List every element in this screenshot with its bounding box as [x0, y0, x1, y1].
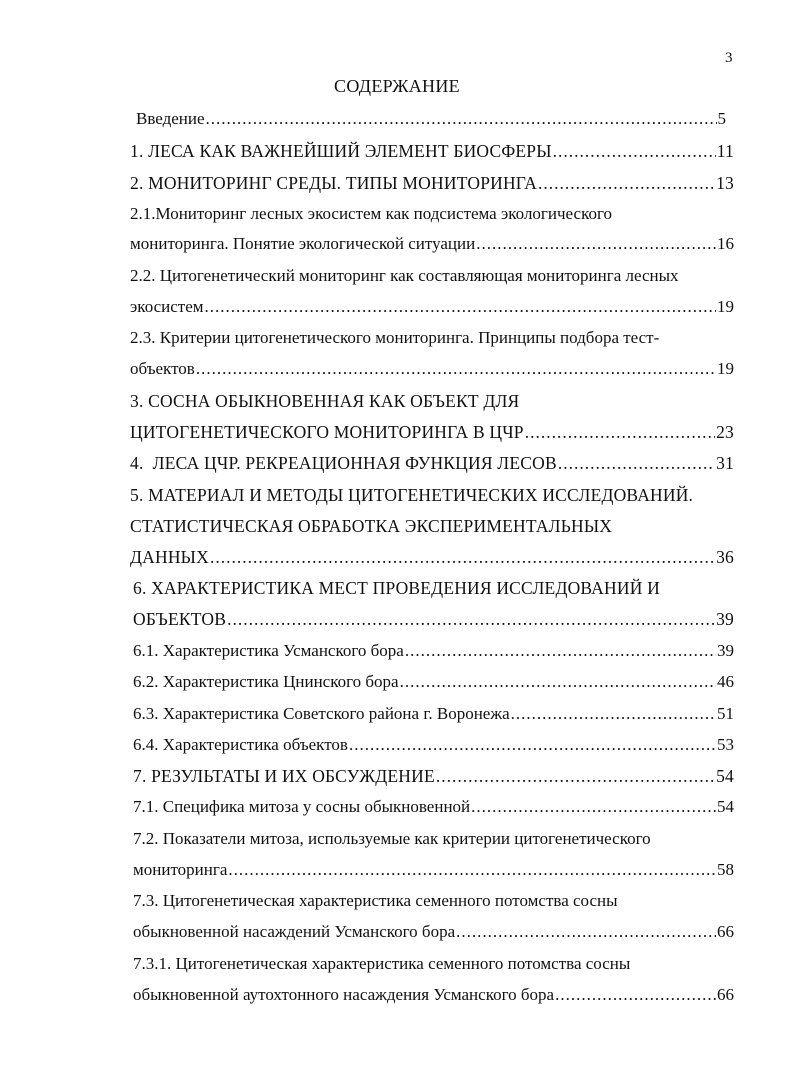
toc-entry-text: 6.3. Характеристика Советского района г. Воронежа [133, 704, 510, 723]
toc-entry-page: 16 [717, 234, 734, 253]
leader-dots [553, 140, 716, 162]
toc-entry-page: 54 [716, 766, 734, 786]
toc-entry-page: 5 [717, 109, 726, 128]
toc-entry-text: 6.1. Характеристика Усманского бора [133, 641, 404, 660]
leader-dots [456, 921, 716, 943]
toc-entry-ch7[interactable] [133, 765, 734, 787]
toc-entry-ch6-line1: 6. ХАРАКТЕРИСТИКА МЕСТ ПРОВЕДЕНИЯ ИССЛЕДОВАНИЙ И [133, 578, 660, 598]
toc-entry-page: 39 [716, 609, 734, 629]
leader-dots [349, 734, 716, 756]
toc-entry-text: экосистем [130, 297, 204, 316]
leader-dots [471, 796, 716, 818]
toc-entry-s72[interactable] [133, 859, 734, 881]
toc-entry-text: 6.2. Характеристика Цнинского бора [133, 672, 399, 691]
toc-entry-ch5-line2: СТАТИСТИЧЕСКАЯ ОБРАБОТКА ЭКСПЕРИМЕНТАЛЬНЫХ [130, 516, 613, 536]
toc-entry-page: 39 [717, 641, 734, 660]
toc-entry-ch5-line1: 5. МАТЕРИАЛ И МЕТОДЫ ЦИТОГЕНЕТИЧЕСКИХ ИССЛЕДОВАНИЙ. [130, 485, 694, 505]
toc-entry-page: 19 [717, 297, 734, 316]
toc-entry-s72-line1: 7.2. Показатели митоза, используемые как критерии цитогенетического [133, 829, 651, 848]
toc-entry-text: ОБЪЕКТОВ [133, 609, 227, 629]
toc-entry-ch3[interactable] [130, 421, 734, 443]
toc-entry-page: 23 [716, 422, 734, 442]
leader-dots [227, 608, 715, 630]
toc-entry-text: Введение [136, 109, 205, 128]
toc-entry-text: 2. МОНИТОРИНГ СРЕДЫ. ТИПЫ МОНИТОРИНГА [130, 173, 538, 193]
toc-entry-ch5[interactable] [130, 546, 734, 568]
toc-entry-text: мониторинга. Понятие экологической ситуации [130, 234, 476, 253]
toc-entry-text: мониторинга [133, 860, 228, 879]
toc-entry-page: 58 [717, 860, 734, 879]
toc-entry-text: обыкновенной аутохтонного насаждения Усманского бора [133, 985, 555, 1004]
page-title: СОДЕРЖАНИЕ [334, 76, 460, 96]
toc-entry-ch2[interactable] [130, 172, 734, 194]
leader-dots [405, 640, 716, 662]
toc-entry-ch3-line1: 3. СОСНА ОБЫКНОВЕННАЯ КАК ОБЪЕКТ ДЛЯ [130, 391, 520, 411]
leader-dots [525, 421, 715, 443]
toc-entry-page: 31 [716, 453, 734, 473]
toc-entry-text: 6.4. Характеристика объектов [133, 735, 348, 754]
toc-entry-s71[interactable] [133, 796, 734, 818]
toc-entry-text: объектов [130, 359, 195, 378]
toc-entry-s73-line1: 7.3. Цитогенетическая характеристика семенного потомства сосны [133, 891, 618, 910]
toc-entry-text: 7. РЕЗУЛЬТАТЫ И ИХ ОБСУЖДЕНИЕ [133, 766, 435, 786]
leader-dots [555, 984, 716, 1006]
toc-entry-s23-line1: 2.3. Критерии цитогенетического мониторинга. Принципы подбора тест- [130, 328, 660, 347]
toc-entry-s64[interactable] [133, 734, 734, 756]
toc-entry-page: 36 [716, 547, 734, 567]
leader-dots [400, 671, 716, 693]
toc-entry-page: 19 [717, 359, 734, 378]
toc-entry-intro[interactable] [136, 108, 726, 130]
toc-entry-page: 13 [716, 173, 734, 193]
toc-entry-s731-line1: 7.3.1. Цитогенетическая характеристика семенного потомства сосны [133, 954, 631, 973]
toc-entry-text: 7.1. Специфика митоза у сосны обыкновенной [133, 797, 471, 816]
leader-dots [511, 703, 716, 725]
toc-entry-page: 66 [717, 985, 734, 1004]
toc-entry-page: 51 [717, 704, 734, 723]
toc-entry-s73[interactable] [133, 921, 734, 943]
page-number: 3 [725, 50, 733, 66]
leader-dots [205, 296, 716, 318]
leader-dots [196, 358, 716, 380]
toc-entry-s731[interactable] [133, 984, 734, 1006]
leader-dots [538, 172, 715, 194]
toc-entry-text: ЦИТОГЕНЕТИЧЕСКОГО МОНИТОРИНГА В ЦЧР [130, 422, 524, 442]
leader-dots [206, 108, 717, 130]
leader-dots [228, 859, 716, 881]
toc-entry-text: обыкновенной насаждений Усманского бора [133, 922, 456, 941]
toc-entry-text: 4. ЛЕСА ЦЧР. РЕКРЕАЦИОННАЯ ФУНКЦИЯ ЛЕСОВ [130, 453, 557, 473]
toc-entry-s61[interactable] [133, 640, 734, 662]
leader-dots [476, 233, 716, 255]
toc-entry-page: 54 [717, 797, 734, 816]
toc-entry-s62[interactable] [133, 671, 734, 693]
toc-entry-page: 11 [716, 141, 734, 161]
toc-entry-ch6[interactable] [133, 608, 734, 630]
toc-entry-s23[interactable] [130, 358, 734, 380]
toc-entry-s21-line1: 2.1.Мониторинг лесных экосистем как подсистема экологического [130, 204, 613, 223]
leader-dots [210, 546, 715, 568]
toc-entry-s22-line1: 2.2. Цитогенетический мониторинг как составляющая мониторинга лесных [130, 266, 679, 285]
toc-entry-page: 53 [717, 735, 734, 754]
leader-dots [558, 452, 715, 474]
toc-entry-text: 1. ЛЕСА КАК ВАЖНЕЙШИЙ ЭЛЕМЕНТ БИОСФЕРЫ [130, 141, 552, 161]
toc-entry-s63[interactable] [133, 703, 734, 725]
toc-entry-page: 46 [717, 672, 734, 691]
toc-entry-s21[interactable] [130, 233, 734, 255]
toc-entry-s22[interactable] [130, 296, 734, 318]
toc-entry-text: ДАННЫХ [130, 547, 209, 567]
toc-entry-page: 66 [717, 922, 734, 941]
toc-entry-ch1[interactable] [130, 140, 734, 162]
leader-dots [436, 765, 715, 787]
toc-entry-ch4[interactable] [130, 452, 734, 474]
